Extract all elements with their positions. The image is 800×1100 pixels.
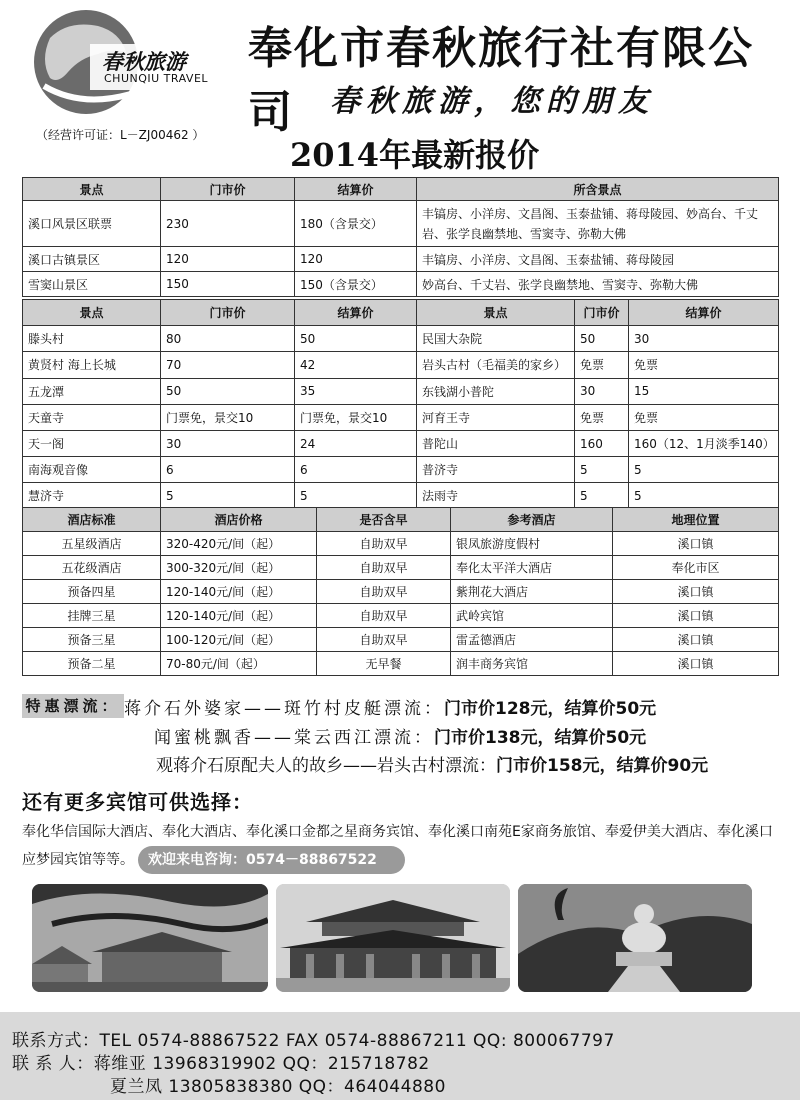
- promo-line: [124, 694, 656, 719]
- settle-price: 门票免，景交10: [295, 404, 417, 430]
- header-cell: 结算价: [629, 300, 779, 326]
- settle-price: 160（12、1月淡季140）: [629, 430, 779, 456]
- header-cell: 酒店价格: [161, 508, 317, 532]
- retail-price: 免票: [575, 404, 629, 430]
- more-hotels-title: 还有更多宾馆可供选择：: [22, 790, 253, 814]
- breakfast-info: 自助双早: [317, 556, 451, 580]
- hotel-grade: 预备四星: [23, 580, 161, 604]
- company-logo: [28, 8, 218, 120]
- reference-hotel: 雷孟德酒店: [451, 628, 613, 652]
- header-cell: 景点: [23, 300, 161, 326]
- table-row: [23, 430, 779, 456]
- included-sights: 丰镐房、小洋房、文昌阁、玉泰盐铺、蒋母陵园: [417, 247, 779, 272]
- promo-line: [156, 751, 708, 776]
- hotel-grade: 预备二星: [23, 652, 161, 676]
- settle-price: 5: [629, 483, 779, 509]
- header-cell: 结算价: [295, 300, 417, 326]
- table-row: [23, 201, 779, 247]
- header-cell: 酒店标准: [23, 508, 161, 532]
- settle-price: 120: [295, 247, 417, 272]
- retail-price: 80: [161, 326, 295, 352]
- table-row: [23, 556, 779, 580]
- slogan: 春秋旅游，您的朋友: [330, 84, 654, 119]
- retail-price: 150: [161, 272, 295, 297]
- breakfast-info: 自助双早: [317, 532, 451, 556]
- breakfast-info: 自助双早: [317, 580, 451, 604]
- retail-price: 70: [161, 352, 295, 378]
- logo-text-en: CHUNQIU TRAVEL: [104, 72, 209, 85]
- reference-hotel: 紫荆花大酒店: [451, 580, 613, 604]
- contact-line-3: 夏兰凤 13805838380 QQ：464044880: [110, 1077, 446, 1097]
- promo-price: 门市价158元，结算价90元: [496, 756, 709, 776]
- table-row: [23, 378, 779, 404]
- header-cell: 所含景点: [417, 178, 779, 201]
- hotel-price: 300-320元/间（起）: [161, 556, 317, 580]
- more-hotels-list: 奉化华信国际大酒店、奉化大酒店、奉化溪口金都之星商务宾馆、奉化溪口南苑E家商务旅馆、奉爱伊美大酒店、奉化溪口应梦园宾馆等等。: [22, 824, 773, 868]
- temple-photo-left: [32, 884, 268, 992]
- table-row: [23, 580, 779, 604]
- settle-price: 180（含景交）: [295, 201, 417, 247]
- header-cell: 景点: [23, 178, 161, 201]
- settle-price: 5: [295, 483, 417, 509]
- table-row: [23, 457, 779, 483]
- retail-price: 5: [575, 457, 629, 483]
- contact-line-1: 联系方式：TEL 0574-88867522 FAX 0574-88867211 QQ: 800067797: [12, 1031, 615, 1051]
- promo-desc: 观蒋介石原配夫人的故乡——岩头古村漂流：: [156, 756, 496, 776]
- retail-price: 160: [575, 430, 629, 456]
- header-cell: 门市价: [575, 300, 629, 326]
- hotel-location: 溪口镇: [613, 652, 779, 676]
- header-cell: 门市价: [161, 300, 295, 326]
- breakfast-info: 自助双早: [317, 604, 451, 628]
- retail-price: 门票免，景交10: [161, 404, 295, 430]
- settle-price: 150（含景交）: [295, 272, 417, 297]
- included-sights: 妙高台、千丈岩、张学良幽禁地、雪窦寺、弥勒大佛: [417, 272, 779, 297]
- hotel-grade: 挂牌三星: [23, 604, 161, 628]
- promo-price: 门市价138元，结算价50元: [434, 728, 647, 748]
- settle-price: 15: [629, 378, 779, 404]
- temple-photo-middle: [276, 884, 510, 992]
- hotel-location: 奉化市区: [613, 556, 779, 580]
- scenic-name: 天童寺: [23, 404, 161, 430]
- buddha-statue-photo: [518, 884, 752, 992]
- table-row: [23, 628, 779, 652]
- table-header-row: [23, 300, 779, 326]
- settle-price: 免票: [629, 404, 779, 430]
- retail-price: 5: [161, 483, 295, 509]
- reference-hotel: 润丰商务宾馆: [451, 652, 613, 676]
- scenic-name: 滕头村: [23, 326, 161, 352]
- settle-price: 24: [295, 430, 417, 456]
- table-header-row: [23, 508, 779, 532]
- hotel-price: 320-420元/间（起）: [161, 532, 317, 556]
- settle-price: 6: [295, 457, 417, 483]
- promo-desc: 蒋介石外婆家——斑竹村皮艇漂流：: [124, 699, 444, 719]
- hotel-price: 120-140元/间（起）: [161, 604, 317, 628]
- contact-line-2: 联 系 人：蒋维亚 13968319902 QQ：215718782: [12, 1054, 430, 1074]
- license-number: （经营许可证：L－ZJ00462 ）: [36, 128, 205, 142]
- hotel-price: 120-140元/间（起）: [161, 580, 317, 604]
- scenic-main-table: [22, 177, 779, 297]
- company-name: 奉化市春秋旅行社有限公司: [248, 23, 754, 138]
- scenic-name: 黄贤村 海上长城: [23, 352, 161, 378]
- promo-label: 特惠漂流：: [22, 694, 124, 718]
- hotel-price: 100-120元/间（起）: [161, 628, 317, 652]
- scenic-name: 溪口风景区联票: [23, 201, 161, 247]
- promo-desc: 闻蜜桃飘香——棠云西江漂流：: [154, 728, 434, 748]
- scenic-name: 普济寺: [417, 457, 575, 483]
- retail-price: 50: [161, 378, 295, 404]
- settle-price: 30: [629, 326, 779, 352]
- promo-price: 门市价128元，结算价50元: [444, 699, 657, 719]
- scenic-name: 岩头古村（毛福美的家乡）: [417, 352, 575, 378]
- hotel-location: 溪口镇: [613, 604, 779, 628]
- retail-price: 6: [161, 457, 295, 483]
- retail-price: 230: [161, 201, 295, 247]
- table-row: [23, 326, 779, 352]
- reference-hotel: 银凤旅游度假村: [451, 532, 613, 556]
- scenic-name: 溪口古镇景区: [23, 247, 161, 272]
- breakfast-info: 自助双早: [317, 628, 451, 652]
- retail-price: 50: [575, 326, 629, 352]
- scenic-name: 法雨寺: [417, 483, 575, 509]
- hotel-location: 溪口镇: [613, 532, 779, 556]
- header-cell: 景点: [417, 300, 575, 326]
- scenic-name: 东钱湖小普陀: [417, 378, 575, 404]
- table-row: [23, 652, 779, 676]
- hotel-location: 溪口镇: [613, 628, 779, 652]
- retail-price: 120: [161, 247, 295, 272]
- scenic-name: 普陀山: [417, 430, 575, 456]
- header-cell: 结算价: [295, 178, 417, 201]
- table-row: [23, 532, 779, 556]
- table-row: [23, 352, 779, 378]
- table-row: [23, 272, 779, 297]
- header-cell: 门市价: [161, 178, 295, 201]
- table-row: [23, 483, 779, 509]
- hotel-price-table: [22, 507, 779, 676]
- retail-price: 5: [575, 483, 629, 509]
- table-row: [23, 604, 779, 628]
- settle-price: 免票: [629, 352, 779, 378]
- reference-hotel: 武岭宾馆: [451, 604, 613, 628]
- scenic-name: 五龙潭: [23, 378, 161, 404]
- scenic-name: 河育王寺: [417, 404, 575, 430]
- settle-price: 5: [629, 457, 779, 483]
- table-row: [23, 404, 779, 430]
- settle-price: 35: [295, 378, 417, 404]
- hotel-grade: 预备三星: [23, 628, 161, 652]
- hotel-grade: 五星级酒店: [23, 532, 161, 556]
- settle-price: 50: [295, 326, 417, 352]
- scenic-name: 雪窦山景区: [23, 272, 161, 297]
- hotel-price: 70-80元/间（起）: [161, 652, 317, 676]
- settle-price: 42: [295, 352, 417, 378]
- more-hotels-text: [22, 818, 782, 874]
- breakfast-info: 无早餐: [317, 652, 451, 676]
- header-cell: 地理位置: [613, 508, 779, 532]
- scenic-name: 民国大杂院: [417, 326, 575, 352]
- table-row: [23, 247, 779, 272]
- hotline-badge: 欢迎来电咨询：0574－88867522: [138, 846, 405, 874]
- hotel-grade: 五花级酒店: [23, 556, 161, 580]
- table-header-row: [23, 178, 779, 201]
- scenic-other-table: [22, 299, 779, 510]
- page-title: 2014年最新报价: [290, 136, 540, 174]
- scenic-name: 慧济寺: [23, 483, 161, 509]
- header-cell: 是否含早: [317, 508, 451, 532]
- logo-text-cn: 春秋旅游: [102, 49, 186, 74]
- included-sights: 丰镐房、小洋房、文昌阁、玉泰盐铺、蒋母陵园、妙高台、千丈岩、张学良幽禁地、雪窦寺、弥勒大佛: [417, 201, 779, 247]
- reference-hotel: 奉化太平洋大酒店: [451, 556, 613, 580]
- hotel-location: 溪口镇: [613, 580, 779, 604]
- scenic-name: 南海观音像: [23, 457, 161, 483]
- retail-price: 免票: [575, 352, 629, 378]
- retail-price: 30: [161, 430, 295, 456]
- retail-price: 30: [575, 378, 629, 404]
- header-cell: 参考酒店: [451, 508, 613, 532]
- scenic-name: 天一阁: [23, 430, 161, 456]
- promo-line: [154, 723, 646, 748]
